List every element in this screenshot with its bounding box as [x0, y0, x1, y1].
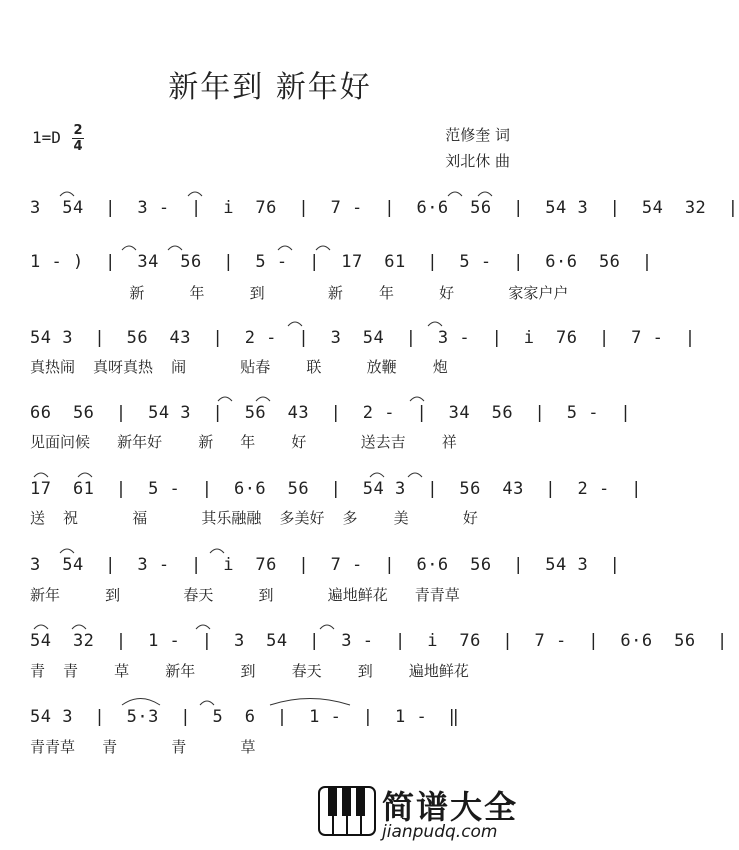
song-title: 新年到 新年好	[168, 70, 372, 105]
slur-mark	[320, 625, 334, 629]
slur-mark	[78, 473, 92, 477]
lyrics-line-7: 青 青 草 新年 到 春天 到 遍地鲜花	[30, 662, 469, 680]
slur-mark	[188, 192, 202, 196]
slur-mark	[122, 699, 160, 706]
notes-line-2: 1 - ) | 34 56 | 5 - | 17 61 | 5 - | 6·6 56 |	[30, 252, 653, 272]
lyrics-line-5: 送 祝 福 其乐融融 多美好 多 美 好	[30, 509, 478, 527]
slur-mark	[288, 322, 302, 326]
slur-mark	[34, 473, 48, 477]
slur-mark	[270, 699, 350, 706]
logo-name: 简谱大全	[382, 788, 519, 826]
composer-credit: 刘北休 曲	[445, 152, 510, 170]
slur-mark	[200, 701, 214, 705]
notes-line-4: 66 56 | 54 3 | 56 43 | 2 - | 34 56 | 5 - |	[30, 403, 632, 423]
lyrics-line-3: 真热闹 真呀真热 闹 贴春 联 放鞭 炮	[30, 358, 448, 376]
slur-mark	[34, 625, 48, 629]
lyrics-line-4: 见面问候 新年好 新 年 好 送去吉 祥	[30, 433, 457, 451]
slur-mark	[256, 397, 270, 401]
slur-mark	[316, 246, 330, 250]
lyrics-line-2: 新 年 到 新 年 好 家家户户	[30, 284, 569, 302]
notes-line-6: 3 54 | 3 - | i 76 | 7 - | 6·6 56 | 54 3 |	[30, 555, 621, 575]
notes-line-8: 54 3 | 5·3 | 5 6 | 1 - | 1 - ‖	[30, 707, 460, 727]
piano-keys-icon	[318, 786, 376, 836]
slur-mark	[278, 246, 292, 250]
logo-url: jianpudq.com	[382, 822, 498, 842]
time-signature-bottom: 4	[73, 139, 83, 154]
slur-mark	[408, 473, 422, 477]
slur-mark	[410, 397, 424, 401]
slur-mark	[448, 192, 462, 196]
slur-mark	[196, 625, 210, 629]
slur-mark	[218, 397, 232, 401]
slur-mark	[370, 473, 384, 477]
lyrics-line-6: 新年 到 春天 到 遍地鲜花 青青草	[30, 586, 460, 604]
notes-line-5: 17 61 | 5 - | 6·6 56 | 54 3 | 56 43 | 2 - |	[30, 479, 642, 499]
key-signature: 1=D	[32, 128, 61, 147]
slur-mark	[72, 625, 86, 629]
notes-line-1: 3 54 | 3 - | i 76 | 7 - | 6·6 56 | 54 3 | 54 32 |	[30, 198, 739, 218]
lyricist-credit: 范修奎 词	[445, 126, 510, 144]
slur-mark	[210, 549, 224, 553]
slur-mark	[122, 246, 136, 250]
slur-mark	[60, 192, 74, 196]
slur-mark	[60, 549, 74, 553]
time-signature-top: 2	[73, 123, 83, 138]
notes-line-7: 54 32 | 1 - | 3 54 | 3 - | i 76 | 7 - | 6·6 56 |	[30, 631, 728, 651]
notes-line-3: 54 3 | 56 43 | 2 - | 3 54 | 3 - | i 76 | 7 - |	[30, 328, 696, 348]
slur-mark	[428, 322, 442, 326]
slur-mark	[168, 246, 182, 250]
site-logo	[318, 782, 528, 844]
lyrics-line-8: 青青草 青 青 草	[30, 738, 256, 756]
slur-mark	[478, 192, 492, 196]
time-signature	[72, 124, 84, 153]
